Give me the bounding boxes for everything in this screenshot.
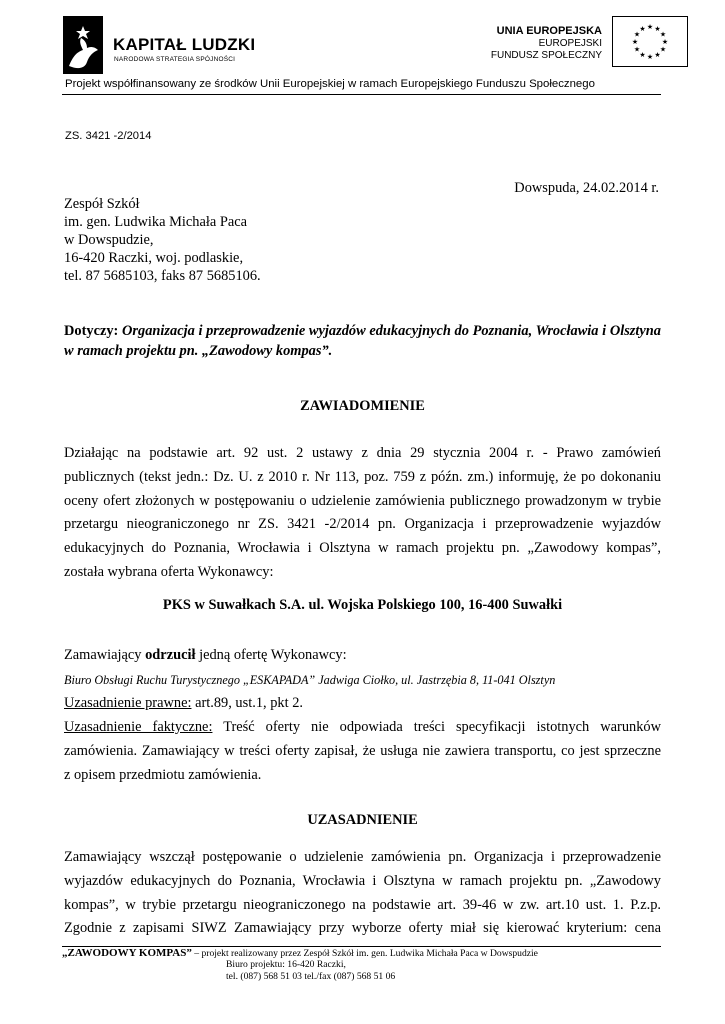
header-divider: [62, 94, 661, 95]
notice-line: edukacyjnych do Poznania, Wrocławia i Olsztyna w ramach projektu pn. „Zawodowy kompas”,: [64, 540, 661, 557]
eu-star-icon: ★: [639, 25, 646, 34]
eu-star-icon: ★: [659, 45, 667, 54]
factual-line1-rest: Treść oferty nie odpowiada treści specyfikacji istotnych warunków: [212, 719, 661, 735]
rejection-statement: [64, 647, 347, 664]
footer-line3: tel. (087) 568 51 03 tel./fax (087) 568 51 06: [226, 971, 396, 982]
notice-line: przetargu nieograniczonego nr ZS. 3421 -2/2014 pn. Organizacja i przeprowadzenie wyjazdów: [64, 516, 661, 533]
factual-line: [64, 716, 661, 740]
justification-heading: UZASADNIENIE: [307, 812, 418, 828]
eu-label-line1: UNIA EUROPEJSKA: [496, 25, 602, 37]
eu-flag-icon: [612, 16, 688, 67]
eu-star-icon: ★: [639, 50, 646, 59]
footer-line1-rest: – projekt realizowany przez Zespół Szkół im. gen. Ludwika Michała Paca w Dowspudzie: [191, 948, 538, 959]
footer-line1: [62, 947, 538, 959]
eu-star-icon: ★: [646, 23, 654, 31]
sender-line: w Dowspudzie,: [64, 232, 154, 248]
notice-line: oceny ofert złożonych w postępowaniu o udzielenie zamówienia publicznego prowadzonym w trybie: [64, 492, 661, 509]
notice-paragraph: [64, 442, 661, 585]
legal-basis-label: Uzasadnienie prawne:: [64, 695, 192, 711]
eu-star-icon: ★: [654, 50, 661, 59]
footer-project-name: „ZAWODOWY KOMPAS”: [62, 947, 192, 959]
eu-star-icon: ★: [633, 30, 641, 39]
eu-label-line2: EUROPEJSKI: [538, 38, 602, 49]
rejection-bold: odrzucił: [145, 647, 196, 663]
footer-line2: Biuro projektu: 16-420 Raczki,: [226, 959, 346, 970]
eu-star-icon: ★: [633, 45, 641, 54]
factual-basis-paragraph: [64, 716, 661, 787]
eu-star-icon: ★: [661, 38, 669, 46]
notice-line: Działając na podstawie art. 92 ust. 2 ustawy z dnia 29 stycznia 2004 r. - Prawo zamówień: [64, 445, 661, 461]
kapital-ludzki-emblem-icon: [63, 16, 103, 74]
eu-fund-label: [491, 25, 602, 62]
rejection-suffix: jedną ofertę Wykonawcy:: [195, 647, 347, 663]
justification-line: kompas”, w trybie przetargu nieograniczonego na podstawie art. 39-46 w zw. art.10 ust. 1. P.z.p.: [64, 896, 661, 913]
program-logo-title: KAPITAŁ LUDZKI: [113, 35, 256, 54]
subject: [64, 321, 661, 361]
factual-line: zamówienia. Zamawiający w treści oferty zapisał, że usługa nie zawiera transportu, co jest sprzeczne: [64, 742, 661, 759]
sender-line: Zespół Szkół: [64, 196, 140, 212]
cofinancing-note: Projekt współfinansowany ze środków Unii Europejskiej w ramach Europejskiego Funduszu Społecznego: [65, 78, 595, 90]
notice-heading: ZAWIADOMIENIE: [300, 398, 425, 414]
factual-line: z opisem przedmiotu zamówienia.: [64, 766, 262, 783]
eu-star-icon: ★: [646, 53, 654, 61]
program-logo-subtitle: NARODOWA STRATEGIA SPÓJNOŚCI: [114, 56, 236, 63]
justification-line: wyjazdów edukacyjnych do Poznania, Wrocławia i Olsztyna w ramach projektu pn. „Zawodowy: [64, 872, 661, 889]
reference-number: ZS. 3421 -2/2014: [65, 130, 152, 142]
winning-bidder: PKS w Suwałkach S.A. ul. Wojska Polskiego 100, 16-400 Suwałki: [162, 597, 563, 613]
factual-basis-label: Uzasadnienie faktyczne:: [64, 719, 213, 735]
eu-star-icon: ★: [654, 25, 661, 34]
subject-text: Organizacja i przeprowadzenie wyjazdów edukacyjnych do Poznania, Wrocławia i Olsztyna w ramach projektu pn. „Zawodowy kompas”.: [64, 323, 661, 359]
rejection-prefix: Zamawiający: [64, 647, 146, 663]
justification-line: Zgodnie z zapisami SIWZ Zamawiający przy wyborze oferty miał się kierować kryterium: cena: [64, 920, 661, 937]
place-date: Dowspuda, 24.02.2014 r.: [514, 180, 659, 196]
subject-label: Dotyczy:: [64, 323, 119, 339]
sender-line: tel. 87 5685103, faks 87 5685106.: [64, 268, 261, 284]
justification-paragraph: [64, 846, 661, 941]
eu-label-line3: FUNDUSZ SPOŁECZNY: [490, 50, 602, 61]
sender-line: 16-420 Raczki, woj. podlaskie,: [64, 250, 244, 266]
eu-star-icon: ★: [631, 38, 639, 46]
eu-star-icon: ★: [659, 30, 667, 39]
legal-basis-text: art.89, ust.1, pkt 2.: [191, 695, 303, 711]
justification-line: Zamawiający wszczął postępowanie o udzielenie zamówienia pn. Organizacja i przeprowadzenie: [64, 849, 661, 865]
kapital-ludzki-logo: [63, 16, 256, 74]
notice-line: publicznych (tekst jedn.: Dz. U. z 2010 r. Nr 113, poz. 759 z późn. zm.) informuję, że po dokonaniu: [64, 468, 661, 485]
legal-basis: [64, 695, 303, 712]
notice-line: została wybrana oferta Wykonawcy:: [64, 563, 274, 580]
sender-line: im. gen. Ludwika Michała Paca: [64, 214, 248, 230]
rejected-bidder: Biuro Obsługi Ruchu Turystycznego „ESKAPADA” Jadwiga Ciołko, ul. Jastrzębia 8, 11-041 Olsztyn: [64, 673, 556, 687]
